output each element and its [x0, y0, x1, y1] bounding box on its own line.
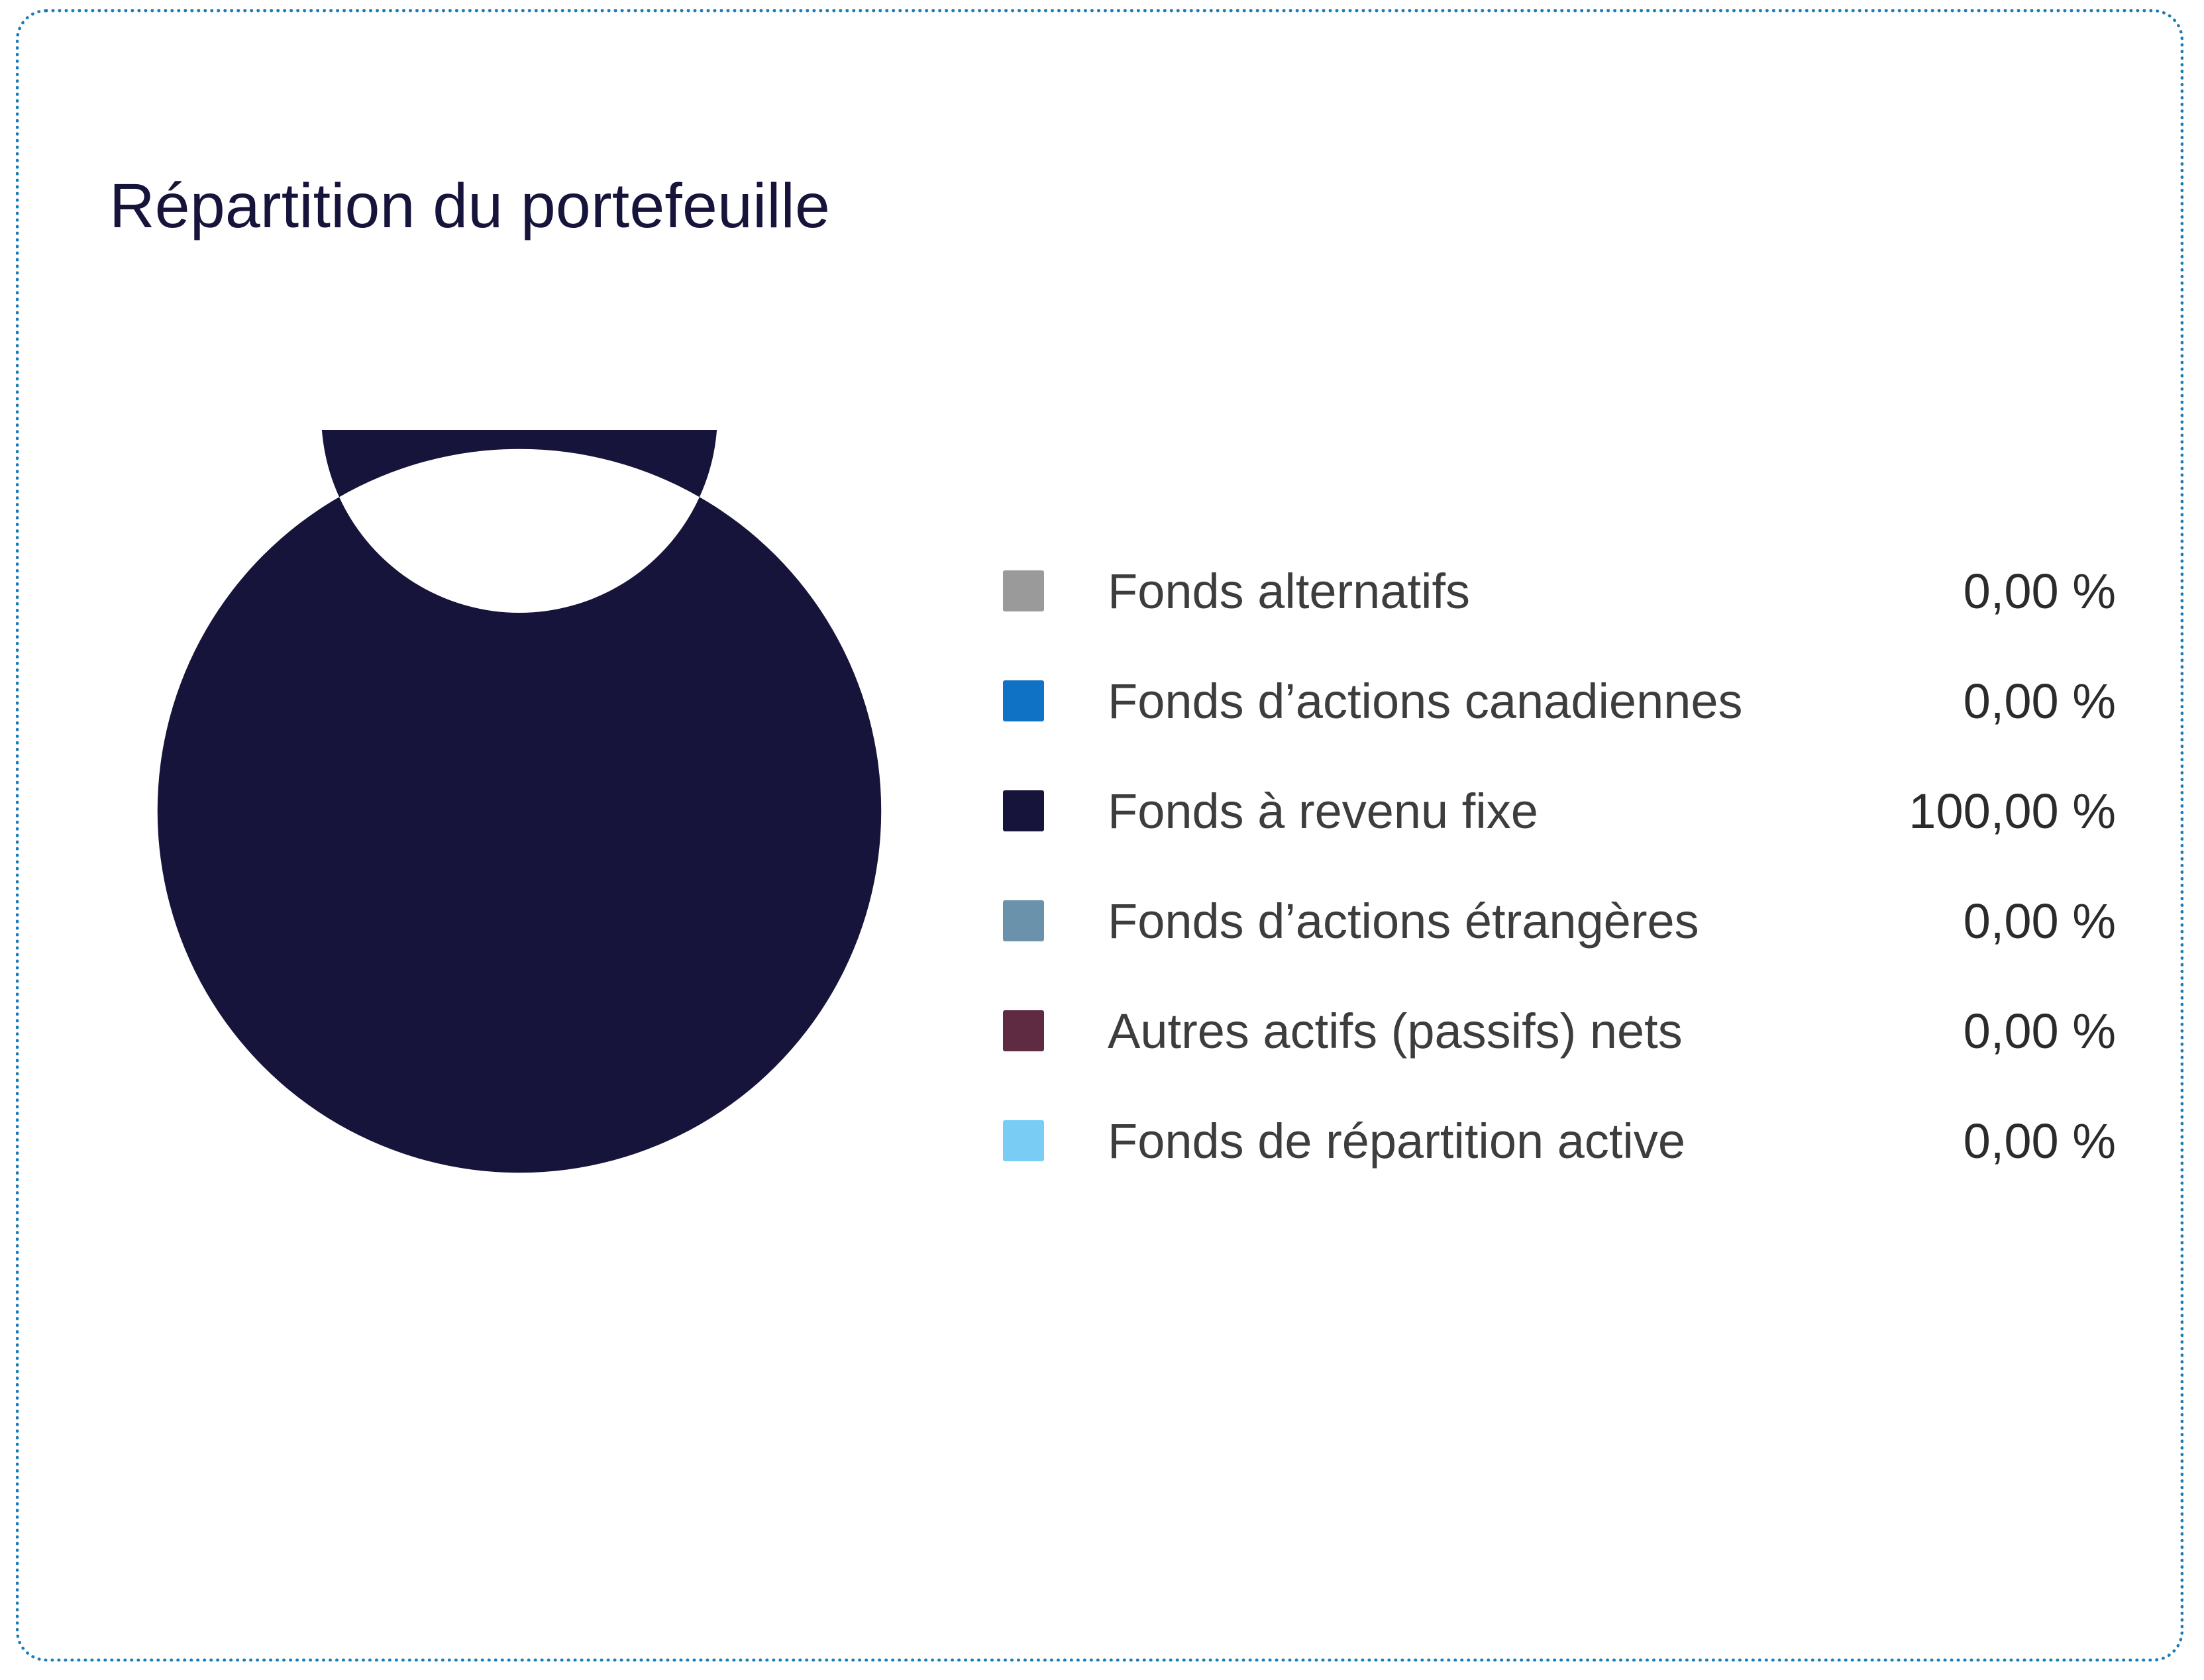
legend-label: Fonds d’actions étrangères [1108, 893, 1699, 949]
legend-label: Fonds de répartition active [1108, 1113, 1686, 1169]
legend-value: 0,00 % [1963, 563, 2116, 619]
legend-item[interactable] [1003, 976, 2129, 1086]
legend-label: Fonds d’actions canadiennes [1108, 673, 1743, 729]
legend-swatch-icon [1003, 790, 1044, 831]
portfolio-allocation-card [16, 9, 2183, 1661]
legend-label: Fonds alternatifs [1108, 563, 1471, 619]
donut-chart-graphic [105, 430, 933, 1192]
page-title: Répartition du portefeuille [109, 171, 831, 241]
legend-value: 0,00 % [1963, 1003, 2116, 1059]
legend-item[interactable] [1003, 866, 2129, 976]
legend-label: Fonds à revenu fixe [1108, 783, 1538, 839]
legend-swatch-icon [1003, 1010, 1044, 1051]
legend-label: Autres actifs (passifs) nets [1108, 1003, 1683, 1059]
legend-item[interactable] [1003, 646, 2129, 756]
donut-slice [158, 430, 881, 1173]
legend-swatch-icon [1003, 570, 1044, 611]
legend-value: 100,00 % [1909, 783, 2116, 839]
chart-legend [1003, 536, 2129, 1196]
legend-swatch-icon [1003, 680, 1044, 721]
donut-svg [105, 430, 933, 1192]
legend-item[interactable] [1003, 1086, 2129, 1196]
donut-chart [92, 410, 940, 1205]
legend-value: 0,00 % [1963, 893, 2116, 949]
legend-swatch-icon [1003, 1120, 1044, 1161]
legend-value: 0,00 % [1963, 1113, 2116, 1169]
legend-item[interactable] [1003, 756, 2129, 866]
legend-value: 0,00 % [1963, 673, 2116, 729]
legend-swatch-icon [1003, 900, 1044, 941]
legend-item[interactable] [1003, 536, 2129, 646]
